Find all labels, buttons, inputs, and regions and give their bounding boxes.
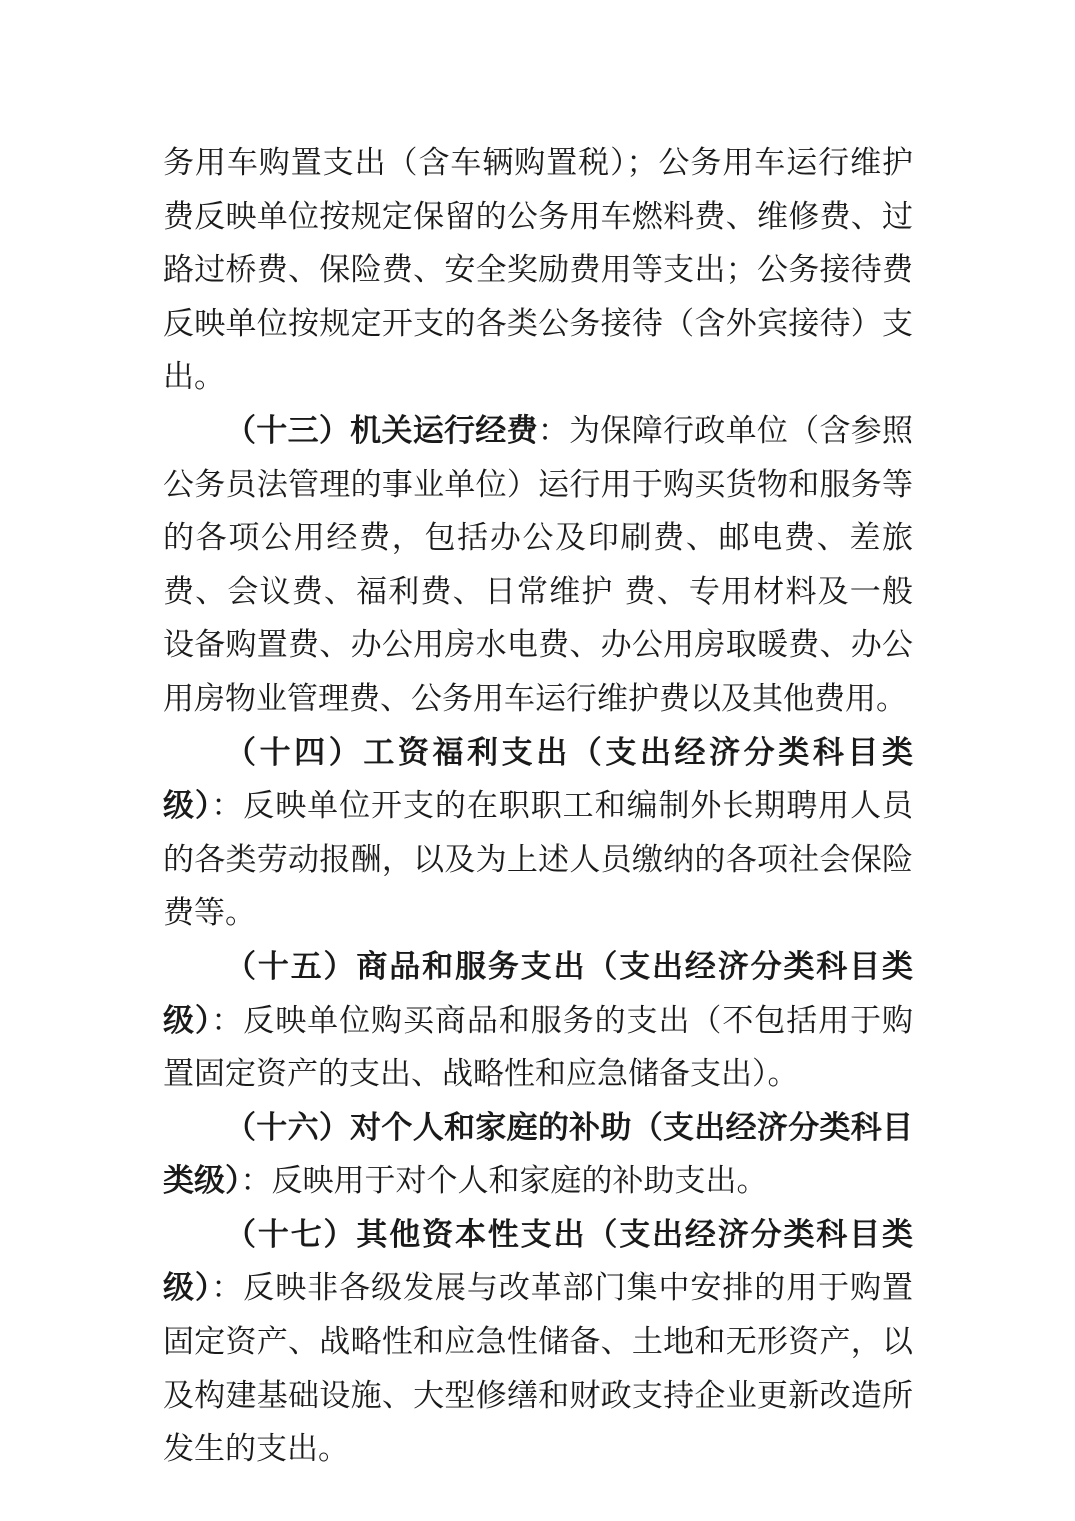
- section-heading: （十五）商品和服务支出（支出经济分类科目类级）: [163, 948, 913, 1039]
- paragraph-text: ：反映非各级发展与改革部门集中安排的用于购置固定资产、战略性和应急性储备、土地和无形资产，以及构建基础设施、大型修缮和财政支持企业更新改造所发生的支出。: [163, 1270, 914, 1468]
- paragraph-text: ：反映单位购买商品和服务的支出（不包括用于购置固定资产的支出、战略性和应急储备支出）。: [163, 1002, 914, 1093]
- paragraph-text: ：为保障行政单位（含参照公务员法管理的事业单位）运行用于购买货物和服务等的各项公用经费，包括办公及印刷费、邮电费、差旅费、会议费、福利费、日常维护 费、专用材料及一般设备购置费、办公用房水电费、办公用房取暖费、办公用房物业管理费、公务用车运行维护费以及其他费用。: [163, 412, 914, 717]
- paragraph-official-car-continued: [163, 137, 913, 405]
- section-heading: （十三）机关运行经费: [225, 412, 538, 449]
- section-heading: （十四）工资福利支出（支出经济分类科目类级）: [163, 734, 913, 825]
- paragraph-14-wages-welfare: [163, 727, 913, 941]
- paragraph-15-goods-services: [163, 941, 913, 1102]
- section-heading: （十七）其他资本性支出（支出经济分类科目类级）: [163, 1216, 913, 1307]
- paragraph-13-operating-expenses: [163, 405, 913, 727]
- section-heading: （十六）对个人和家庭的补助（支出经济分类科目类级）: [163, 1109, 913, 1200]
- paragraph-16-household-subsidy: [163, 1102, 913, 1209]
- paragraph-text: ：反映单位开支的在职职工和编制外长期聘用人员的各类劳动报酬，以及为上述人员缴纳的各项社会保险费等。: [163, 788, 914, 932]
- paragraph-text: 务用车购置支出（含车辆购置税）；公务用车运行维护费反映单位按规定保留的公务用车燃料费、维修费、过路过桥费、保险费、安全奖励费用等支出；公务接待费反映单位按规定开支的各类公务接待（含外宾接待）支出。: [163, 145, 913, 396]
- paragraph-text: ：反映用于对个人和家庭的补助支出。: [240, 1163, 768, 1200]
- paragraph-17-other-capital: [163, 1209, 913, 1477]
- document-page: [163, 137, 913, 1477]
